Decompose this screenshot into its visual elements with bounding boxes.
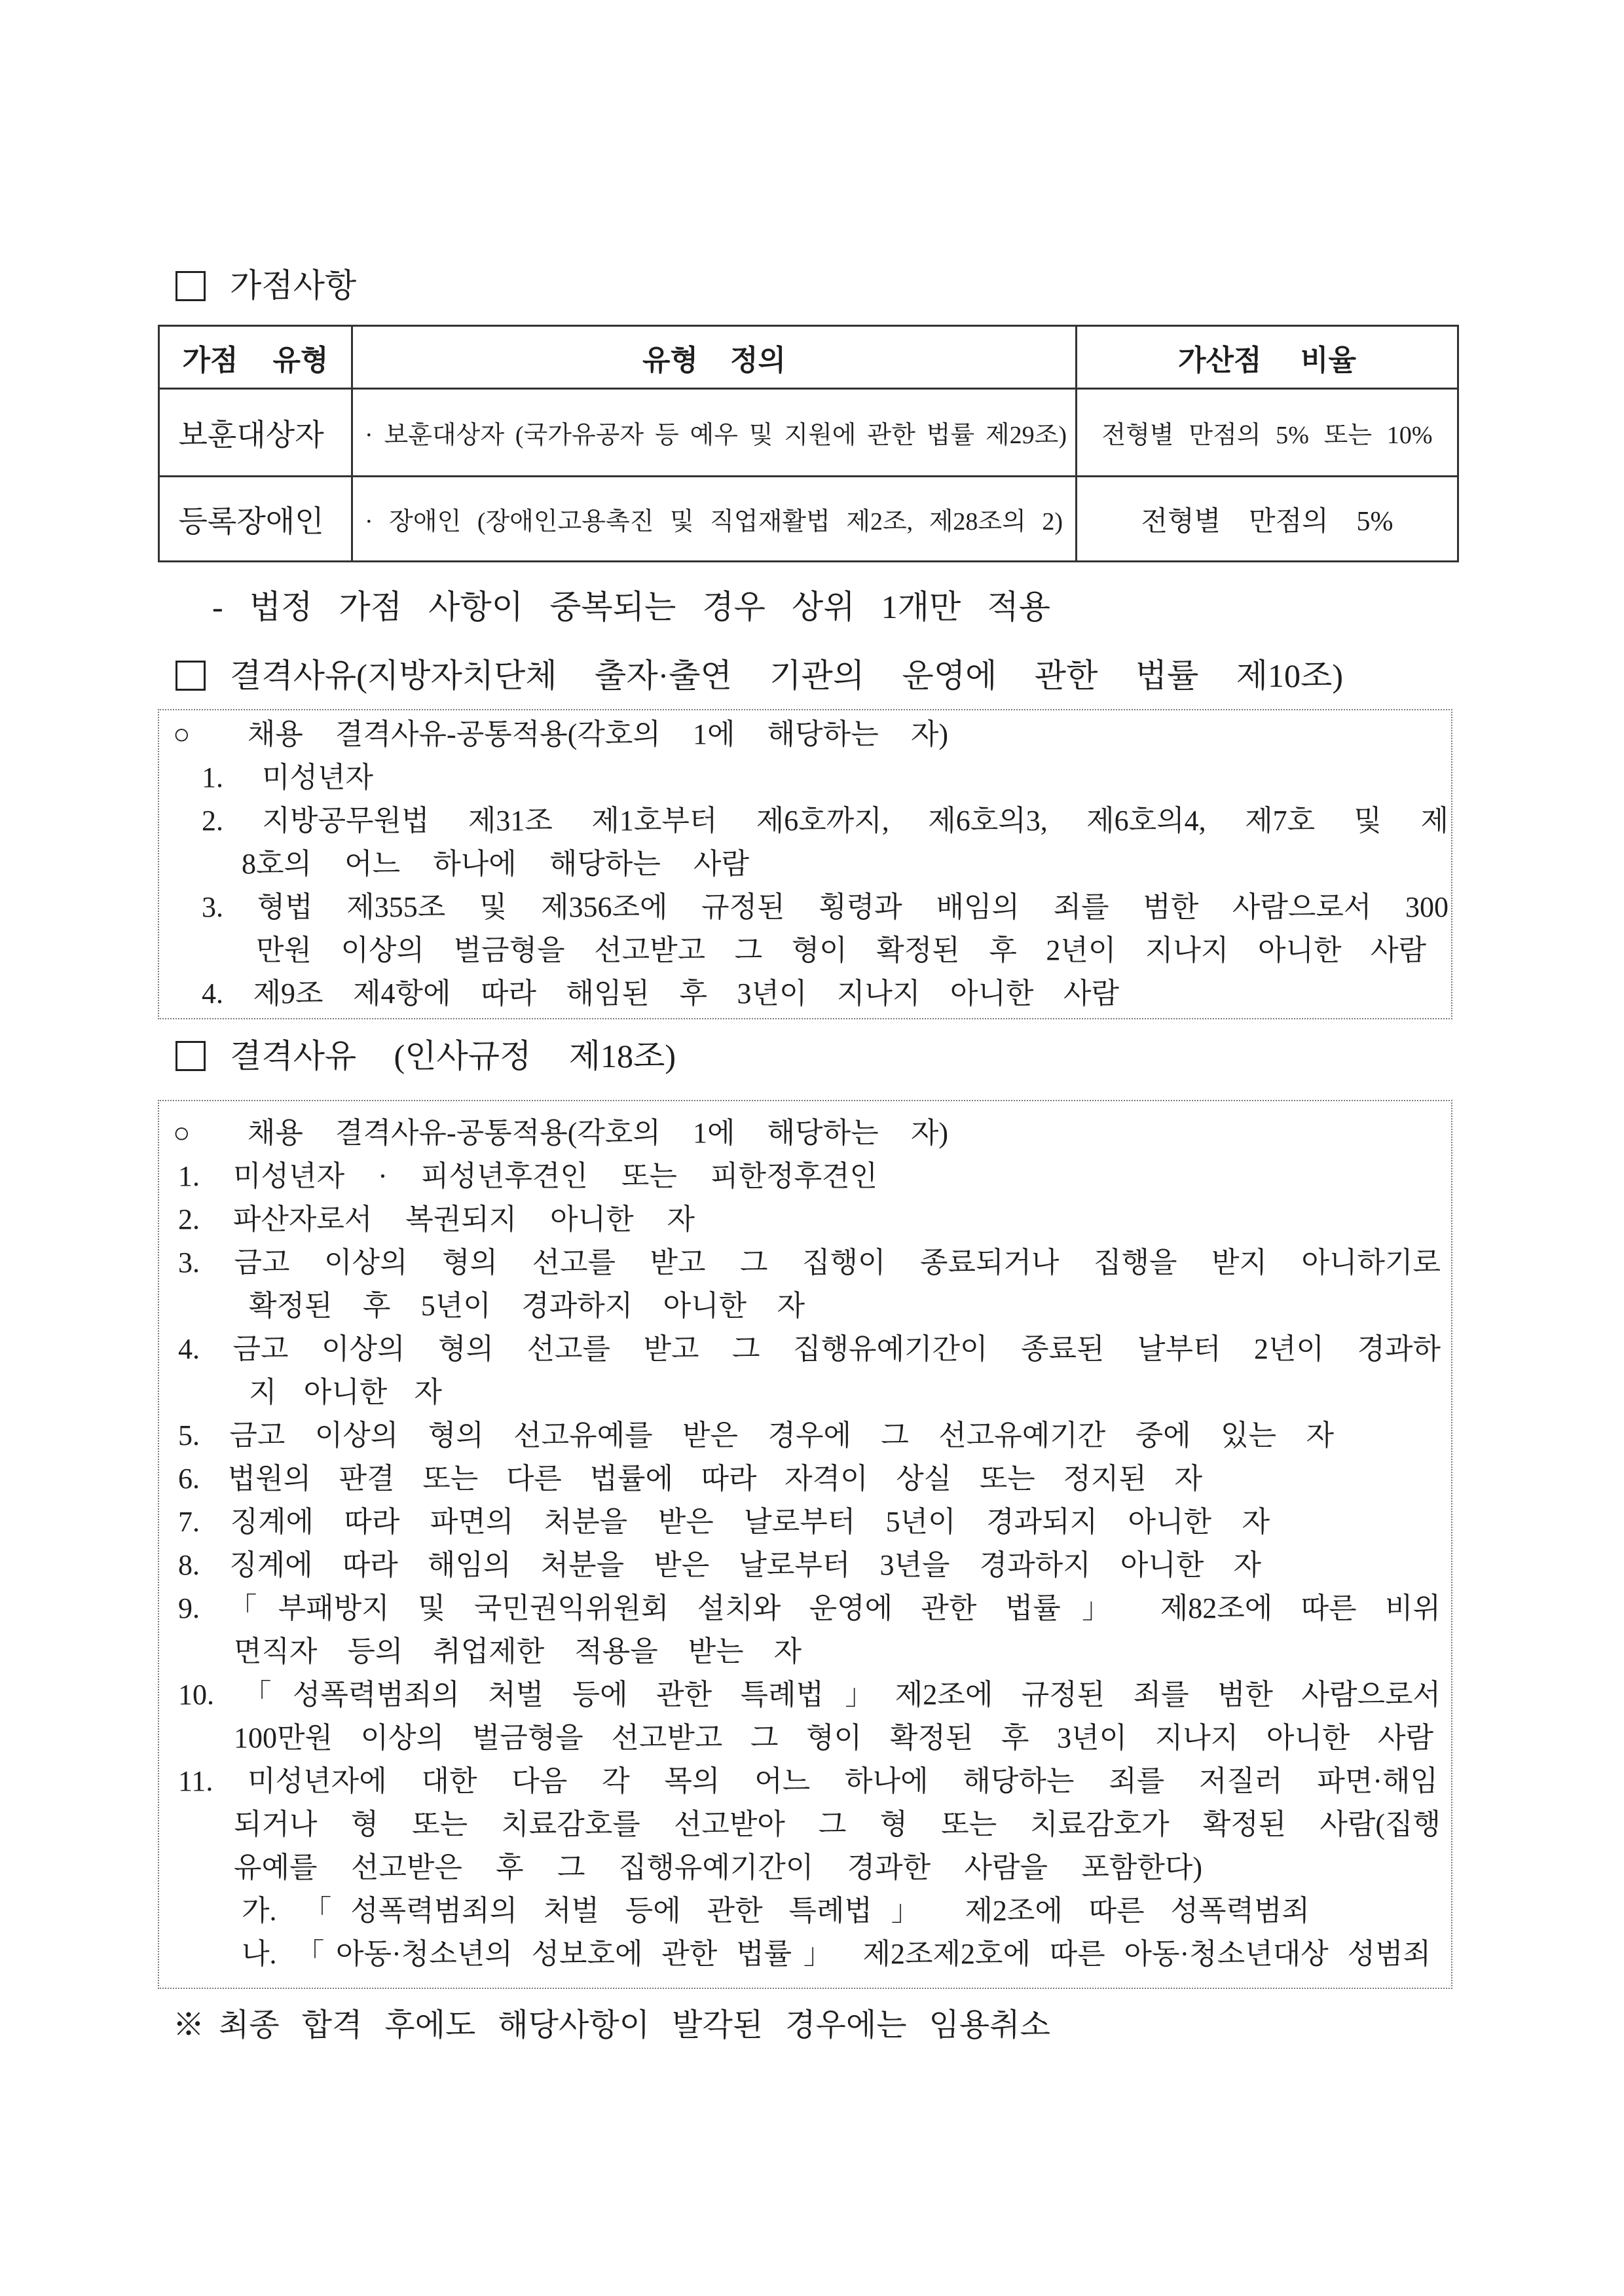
list-item: 3. 금고 이상의 형의 선고를 받고 그 집행이 종료되거나 집행을 받지 아니하기로 [178, 1247, 1441, 1279]
definition-text: · 보훈대상자 (국가유공자 등 예우 및 지원에 관한 법률 제29조) [365, 422, 1067, 449]
bonus-note: - 법정 가점 사항이 중복되는 경우 상위 1개만 적용 [212, 589, 1050, 625]
header-cell-type [159, 326, 352, 389]
list-item-continuation: 되거나 형 또는 치료감호를 선고받아 그 형 또는 치료감호가 확정된 사람(집행 [234, 1808, 1441, 1840]
sub-list-item: 나. 「아동·청소년의 성보호에 관한 법률」 제2조제2호에 따른 아동·청소년대상 성범죄 [242, 1938, 1431, 1970]
disq-rules-heading: 결격사유 (인사규정 제18조) [230, 1038, 676, 1074]
list-item: 5. 금고 이상의 형의 선고유예를 받은 경우에 그 선고유예기간 중에 있는 자 [178, 1419, 1334, 1451]
list-item-continuation: 유예를 선고받은 후 그 집행유예기간이 경과한 사람을 포함한다) [234, 1851, 1202, 1884]
cell-ratio [1077, 389, 1458, 477]
square-bullet-icon [175, 271, 206, 301]
square-bullet-icon [175, 661, 206, 691]
list-item: 11. 미성년자에 대한 다음 각 목의 어느 하나에 해당하는 죄를 저질러 파면·해임 [178, 1765, 1438, 1797]
disq-local-box [158, 709, 1452, 1019]
header-type-label: 가점 유형 [182, 344, 329, 376]
header-cell-definition [352, 326, 1077, 389]
list-item: ○ 채용 결격사유-공통적용(각호의 1에 해당하는 자) [173, 1117, 948, 1149]
cell-type [159, 389, 352, 477]
table-header-row [159, 326, 1458, 389]
bonus-table [158, 325, 1459, 562]
list-item: ○ 채용 결격사유-공통적용(각호의 1에 해당하는 자) [173, 718, 948, 750]
cell-definition [352, 477, 1077, 562]
cell-ratio [1077, 477, 1458, 562]
list-item: 10. 「성폭력범죄의 처벌 등에 관한 특례법」제2조에 규정된 죄를 범한 사람으로서 [178, 1679, 1441, 1711]
list-item-continuation: 지 아니한 자 [249, 1376, 442, 1408]
square-bullet-icon [175, 1041, 206, 1071]
definition-text: · 장애인 (장애인고용촉진 및 직업재활법 제2조, 제28조의 2) [365, 508, 1063, 536]
cell-type [159, 477, 352, 562]
header-definition-label: 유형 정의 [642, 344, 786, 376]
list-item: 9. 「부패방지 및 국민권익위원회 설치와 운영에 관한 법률」 제82조에 따른 비위 [178, 1592, 1441, 1624]
table-row [159, 477, 1458, 562]
list-item: 6. 법원의 판결 또는 다른 법률에 따라 자격이 상실 또는 정지된 자 [178, 1463, 1202, 1495]
disq-local-heading: 결격사유(지방자치단체 출자·출연 기관의 운영에 관한 법률 제10조) [230, 657, 1343, 694]
list-item: 4. 제9조 제4항에 따라 해임된 후 3년이 지나지 아니한 사람 [202, 977, 1119, 1010]
list-item-continuation: 면직자 등의 취업제한 적용을 받는 자 [234, 1635, 802, 1667]
header-cell-ratio [1077, 326, 1458, 389]
sub-list-item: 가. 「성폭력범죄의 처벌 등에 관한 특례법」 제2조에 따른 성폭력범죄 [242, 1895, 1310, 1927]
ratio-text: 전형별 만점의 5% [1141, 506, 1393, 537]
list-item-continuation: 만원 이상의 벌금형을 선고받고 그 형이 확정된 후 2년이 지나지 아니한 사람 [256, 934, 1426, 966]
list-item: 1. 미성년자 [202, 761, 373, 793]
table-row [159, 389, 1458, 477]
list-item: 8. 징계에 따라 해임의 처분을 받은 날로부터 3년을 경과하지 아니한 자 [178, 1549, 1261, 1581]
list-item: 2. 지방공무원법 제31조 제1호부터 제6호까지, 제6호의3, 제6호의4, 제7호 및 제 [202, 805, 1449, 837]
list-item-continuation: 8호의 어느 하나에 해당하는 사람 [242, 848, 749, 880]
list-item-continuation: 확정된 후 5년이 경과하지 아니한 자 [249, 1290, 805, 1322]
list-item: 4. 금고 이상의 형의 선고를 받고 그 집행유예기간이 종료된 날부터 2년이 경과하 [178, 1333, 1441, 1365]
list-item-continuation: 100만원 이상의 벌금형을 선고받고 그 형이 확정된 후 3년이 지나지 아니한 사람 [234, 1722, 1433, 1754]
list-item: 2. 파산자로서 복권되지 아니한 자 [178, 1203, 695, 1235]
cell-definition [352, 389, 1077, 477]
list-item: 1. 미성년자 · 피성년후견인 또는 피한정후견인 [178, 1160, 877, 1192]
header-ratio-label: 가산점 비율 [1178, 344, 1356, 376]
ratio-text: 전형별 만점의 5% 또는 10% [1101, 422, 1433, 449]
type-text: 등록장애인 [178, 504, 324, 538]
disq-rules-box [158, 1100, 1452, 1989]
bonus-heading: 가점사항 [230, 267, 357, 304]
list-item: 7. 징계에 따라 파면의 처분을 받은 날로부터 5년이 경과되지 아니한 자 [178, 1506, 1270, 1538]
type-text: 보훈대상자 [178, 418, 324, 452]
list-item: 3. 형법 제355조 및 제356조에 규정된 횡령과 배임의 죄를 범한 사람으로서 300 [202, 891, 1449, 923]
footer-note: ※최종 합격 후에도 해당사항이 발각된 경우에는 임용취소 [173, 2008, 1050, 2043]
